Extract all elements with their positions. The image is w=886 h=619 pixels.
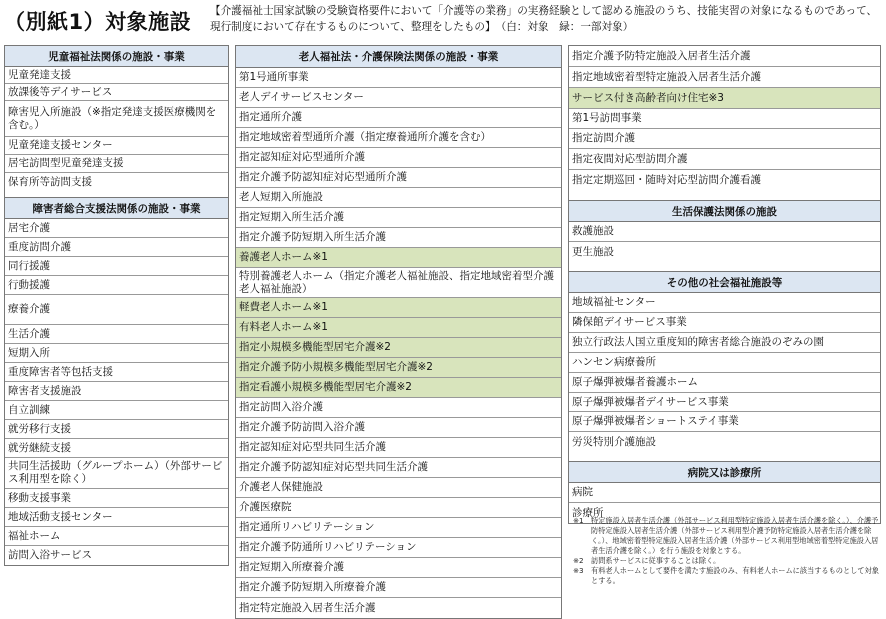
facility-item: 移動支援事業 [5, 489, 228, 508]
facility-item: 指定介護予防訪問入浴介護 [236, 418, 561, 438]
facility-item: 介護老人保健施設 [236, 478, 561, 498]
footnote [573, 516, 879, 556]
facility-item: 居宅介護 [5, 219, 228, 238]
facility-item: 病院 [569, 483, 880, 503]
facility-item: 保育所等訪問支援 [8, 175, 92, 188]
facility-item: 重度障害者等包括支援 [5, 363, 228, 382]
facility-item: 障害児入所施設（※指定発達支援医療機関を含む。） [5, 101, 228, 137]
facility-item: 診療所 [572, 506, 604, 519]
facility-item: 自立訓練 [5, 401, 228, 420]
facility-item: 救護施設 [569, 222, 880, 242]
facility-item: 同行援護 [5, 257, 228, 276]
section-gap [569, 191, 880, 201]
facility-item: 第1号通所事業 [236, 68, 561, 88]
facility-item: 指定介護予防短期入所療養介護 [236, 578, 561, 598]
livelihood-list [569, 222, 880, 262]
facility-item: 特別養護老人ホーム（指定介護老人福祉施設、指定地域密着型介護老人福祉施設） [236, 268, 561, 298]
facility-item: 指定介護予防特定施設入居者生活介護 [569, 46, 880, 67]
footnote [573, 566, 879, 586]
facility-item: 指定介護予防認知症対応型共同生活介護 [236, 458, 561, 478]
facility-item: 指定小規模多機能型居宅介護※2 [236, 338, 561, 358]
facility-item: 指定介護予防認知症対応型通所介護 [236, 168, 561, 188]
facility-item: 放課後等デイサービス [5, 84, 228, 101]
facility-item: 指定夜間対応型訪問介護 [569, 149, 880, 170]
footnotes [573, 516, 879, 586]
facility-item: 第1号訪問事業 [569, 109, 880, 129]
footnote-text: 特定施設入居者生活介護（外部サービス利用型特定施設入居者生活介護を除く。）、介護予防特定施設入居者生活介護（外部サービス利用型介護予防特定施設入居者生活介護を除く。）、地域密着型特定施設入居者生活介護（外部サービス利用型地域密着型特定施設入居者生活介護を除く。）を行う施設を対象とする。 [591, 516, 879, 555]
facility-item: 指定認知症対応型共同生活介護 [236, 438, 561, 458]
facility-item: 独立行政法人国立重度知的障害者総合施設のぞみの園 [569, 333, 880, 353]
section-header-child-welfare: 児童福祉法関係の施設・事業 [5, 46, 228, 67]
facility-item: 原子爆弾被爆者養護ホーム [569, 373, 880, 393]
facility-item: 指定定期巡回・随時対応型訪問介護看護 [572, 174, 761, 186]
other-social-list [569, 293, 880, 452]
section-header-other-social: その他の社会福祉施設等 [569, 272, 880, 293]
facility-item: 児童発達支援センター [5, 137, 228, 155]
facility-item: 軽費老人ホーム※1 [236, 298, 561, 318]
facility-item: 指定訪問介護 [569, 129, 880, 149]
footnote-text: 有料老人ホームとして要件を満たす施設のみ、有料老人ホームに該当するものとして対象とする。 [591, 566, 879, 585]
facility-item: 指定地域密着型通所介護（指定療養通所介護を含む） [236, 128, 561, 148]
column-right [568, 45, 881, 524]
facility-item: 指定介護予防小規模多機能型居宅介護※2 [236, 358, 561, 378]
facility-item: 指定短期入所療養介護 [236, 558, 561, 578]
facility-item: 老人デイサービスセンター [236, 88, 561, 108]
facility-item: 指定介護予防短期入所生活介護 [236, 228, 561, 248]
facility-item: 原子爆弾被爆者ショートステイ事業 [569, 412, 880, 432]
disability-list [5, 219, 228, 565]
page-title: （別紙1）対象施設 [4, 10, 192, 34]
child-welfare-list [5, 67, 228, 191]
facility-item: 指定介護予防通所リハビリテーション [236, 538, 561, 558]
facility-item: 就労継続支援 [5, 439, 228, 458]
facility-item: 指定地域密着型特定施設入居者生活介護 [569, 67, 880, 88]
column-middle [235, 45, 562, 619]
facility-item: サービス付き高齢者向け住宅※3 [569, 88, 880, 109]
section-header-elderly: 老人福祉法・介護保険法関係の施設・事業 [236, 46, 561, 68]
facility-item: 地域活動支援センター [5, 508, 228, 527]
footnote-mark: ※2 [573, 556, 584, 565]
facility-item: 短期入所 [5, 344, 228, 363]
footnote [573, 556, 879, 566]
facility-item: 地域福祉センター [569, 293, 880, 313]
section-gap [5, 191, 228, 198]
footnote-mark: ※3 [573, 566, 584, 575]
facility-item: 養護老人ホーム※1 [236, 248, 561, 268]
facility-item: 障害者支援施設 [5, 382, 228, 401]
facility-item: 労災特別介護施設 [572, 435, 656, 448]
facility-item: 共同生活援助（グループホーム）（外部サービス利用型を除く） [5, 458, 228, 489]
section-gap [569, 262, 880, 272]
facility-item: 指定通所リハビリテーション [236, 518, 561, 538]
facility-item: 指定訪問入浴介護 [236, 398, 561, 418]
facility-item: 重度訪問介護 [5, 238, 228, 257]
facility-item: 行動援護 [5, 276, 228, 295]
facility-item: 指定看護小規模多機能型居宅介護※2 [236, 378, 561, 398]
facility-item: 生活介護 [5, 325, 228, 344]
facility-item: 児童発達支援 [5, 67, 228, 84]
section-gap [569, 452, 880, 462]
elderly-list [236, 68, 561, 618]
facility-item: 隣保館デイサービス事業 [569, 313, 880, 333]
column-left [4, 45, 229, 566]
page-description: 【介護福祉士国家試験の受験資格要件において「介護等の業務」の実務経験として認める施設のうち、技能実習の対象になるものであって、現行制度において存在するものについて、整理をしたもの】 （白：対象 緑：一部対象） [210, 5, 878, 33]
footnote-text: 訪問系サービスに従事することは除く。 [591, 556, 721, 565]
facility-item: 指定特定施設入居者生活介護 [239, 601, 376, 614]
footnote-mark: ※1 [573, 516, 584, 525]
facility-item: 老人短期入所施設 [236, 188, 561, 208]
facility-item: 療養介護 [5, 295, 228, 325]
facility-item: 福祉ホーム [5, 527, 228, 546]
facility-item: ハンセン病療養所 [569, 353, 880, 373]
facility-item: 原子爆弾被爆者デイサービス事業 [569, 393, 880, 412]
section-header-livelihood: 生活保護法関係の施設 [569, 201, 880, 222]
facility-item: 就労移行支援 [5, 420, 228, 439]
section-header-disability: 障害者総合支援法関係の施設・事業 [5, 198, 228, 219]
facility-item: 居宅訪問型児童発達支援 [5, 155, 228, 173]
facility-item: 訪問入浴サービス [8, 549, 92, 561]
facility-item: 有料老人ホーム※1 [236, 318, 561, 338]
facility-item: 指定認知症対応型通所介護 [236, 148, 561, 168]
facility-item: 指定通所介護 [236, 108, 561, 128]
section-header-hospital: 病院又は診療所 [569, 462, 880, 483]
elderly-cont-list [569, 46, 880, 191]
facility-item: 介護医療院 [236, 498, 561, 518]
facility-item: 更生施設 [572, 245, 614, 258]
facility-item: 指定短期入所生活介護 [236, 208, 561, 228]
